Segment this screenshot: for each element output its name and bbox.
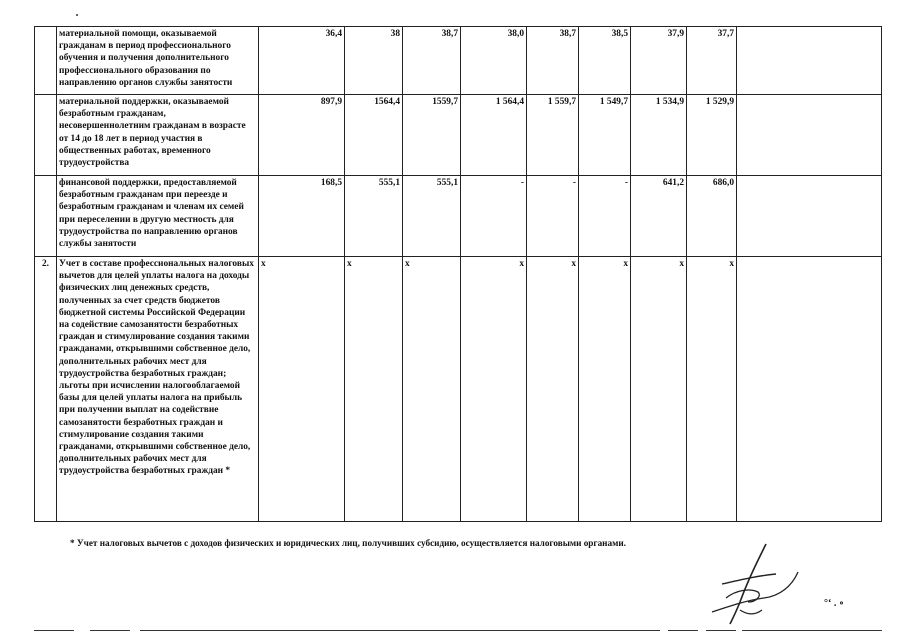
bottom-edge-line xyxy=(90,630,130,631)
value-cell: 1 549,7 xyxy=(579,95,631,176)
value-cell: 1559,7 xyxy=(403,95,461,176)
value-cell: 38 xyxy=(345,27,403,95)
value-cell: 37,7 xyxy=(687,27,737,95)
stray-marks: °ʻ . ∘ xyxy=(824,598,845,609)
value-cell: 38,7 xyxy=(403,27,461,95)
row-description: Учет в составе профессиональных налоговых вычетов для целей уплаты налога на доходы физических лиц денежных средств, полученных за счет средств бюджетов бюджетной системы Российской Федерации на содействие самозанятости безработных граждан и стимулирование создания такими гражданами, открывшими собственное дело, дополнительных рабочих мест для трудоустройства безработных граждан; льготы при исчислении налогооблагаемой базы для целей уплаты налога на прибыль при получении выплат на содействие самозанятости безработных граждан и стимулирование создания такими гражданами, открывшими собственное дело, дополнительных рабочих мест для трудоустройства безработных граждан * xyxy=(57,257,259,522)
value-cell: 37,9 xyxy=(631,27,687,95)
value-cell: x xyxy=(259,257,345,522)
value-cell xyxy=(737,27,882,95)
value-cell xyxy=(737,176,882,257)
table-row xyxy=(35,176,882,257)
value-cell: x xyxy=(461,257,527,522)
value-cell: x xyxy=(403,257,461,522)
value-cell: 897,9 xyxy=(259,95,345,176)
value-cell: x xyxy=(345,257,403,522)
scan-speck xyxy=(76,14,78,16)
value-cell: 555,1 xyxy=(345,176,403,257)
bottom-edge-line xyxy=(140,630,660,631)
value-cell: - xyxy=(579,176,631,257)
value-cell: - xyxy=(527,176,579,257)
row-description: финансовой поддержки, предоставляемой безработным гражданам при переезде и безработным гражданам и членам их семей при переселении в другую местность для трудоустройства по направлению органов службы занятости xyxy=(57,176,259,257)
row-index xyxy=(35,176,57,257)
value-cell: x xyxy=(527,257,579,522)
value-cell: 38,7 xyxy=(527,27,579,95)
table-row xyxy=(35,27,882,95)
value-cell: 1564,4 xyxy=(345,95,403,176)
value-cell: 38,5 xyxy=(579,27,631,95)
footnote: * Учет налоговых вычетов с доходов физических и юридических лиц, получивших субсидию, осуществляется налоговыми органами. xyxy=(70,538,626,548)
bottom-edge-line xyxy=(742,630,882,631)
value-cell: 36,4 xyxy=(259,27,345,95)
row-description: материальной поддержки, оказываемой безработным гражданам, несовершеннолетним гражданам в возрасте от 14 до 18 лет в период участия в общественных работах, временного трудоустройства xyxy=(57,95,259,176)
row-index xyxy=(35,95,57,176)
data-table xyxy=(34,26,882,522)
value-cell: 168,5 xyxy=(259,176,345,257)
value-cell: 686,0 xyxy=(687,176,737,257)
table-row xyxy=(35,257,882,522)
bottom-edge-line xyxy=(34,630,74,631)
value-cell: x xyxy=(687,257,737,522)
row-index xyxy=(35,27,57,95)
table-row xyxy=(35,95,882,176)
value-cell: 38,0 xyxy=(461,27,527,95)
value-cell: 1 529,9 xyxy=(687,95,737,176)
value-cell: - xyxy=(461,176,527,257)
value-cell: 1 534,9 xyxy=(631,95,687,176)
value-cell: x xyxy=(631,257,687,522)
value-cell: 555,1 xyxy=(403,176,461,257)
value-cell: x xyxy=(579,257,631,522)
value-cell: 1 564,4 xyxy=(461,95,527,176)
bottom-edge-line xyxy=(706,630,736,631)
row-description: материальной помощи, оказываемой гражданам в период профессионального обучения и получения дополнительного профессионального образования по направлению органов службы занятости xyxy=(57,27,259,95)
value-cell: 641,2 xyxy=(631,176,687,257)
row-index: 2. xyxy=(35,257,57,522)
bottom-edge-line xyxy=(668,630,698,631)
value-cell: 1 559,7 xyxy=(527,95,579,176)
value-cell xyxy=(737,95,882,176)
value-cell xyxy=(737,257,882,522)
signature-icon xyxy=(700,540,810,630)
